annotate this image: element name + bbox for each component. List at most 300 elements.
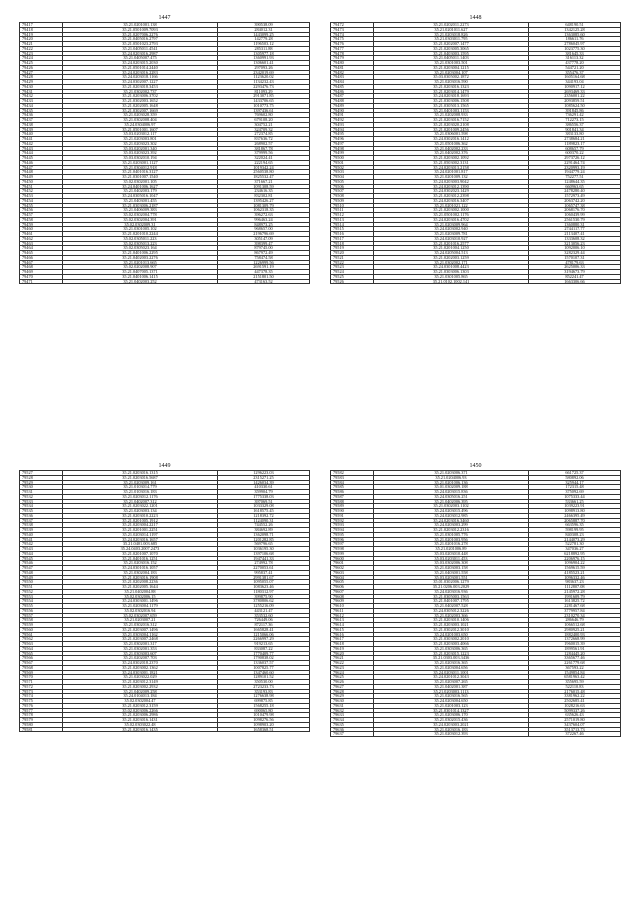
value-cell: 172315.48	[529, 485, 621, 490]
page-1448	[330, 14, 621, 284]
value-cell: 1066512.68	[529, 623, 621, 628]
row-id-cell: 79547	[20, 566, 63, 571]
row-id-cell: 79459	[20, 222, 63, 227]
cadastral-number-cell: 35.21.0203007.265	[374, 680, 529, 685]
row-id-cell: 79575	[20, 699, 63, 704]
value-cell: 437778.20	[529, 61, 621, 66]
value-cell: 2093859.51	[529, 99, 621, 104]
cadastral-number-cell: 35.21.0203002.1000	[374, 208, 529, 213]
row-id-cell: 79541	[20, 537, 63, 542]
value-cell: 1991609.79	[529, 594, 621, 599]
value-cell: 1549854.84	[529, 670, 621, 675]
row-id-cell: 79597	[331, 542, 374, 547]
value-cell: 1196503.12	[218, 42, 310, 47]
value-cell: 690065.80	[218, 708, 310, 713]
value-cell: 833087.22	[218, 646, 310, 651]
value-cell: 1296223.03	[218, 471, 310, 476]
row-id-cell: 79529	[20, 480, 63, 485]
cadastral-number-cell: 35.24.0201012.3043	[374, 675, 529, 680]
row-id-cell: 79500	[331, 156, 374, 161]
row-id-cell: 79478	[331, 51, 374, 56]
value-cell: 478179.63	[529, 260, 621, 265]
value-cell: 447378.35	[218, 270, 310, 275]
row-id-cell: 79602	[331, 566, 374, 571]
cadastral-number-cell: 35.21.0403003.1595	[374, 51, 529, 56]
row-id-cell: 79424	[20, 56, 63, 61]
value-cell: 2723233.73	[218, 684, 310, 689]
cadastral-number-cell: 35.24.0203012.985	[374, 513, 529, 518]
row-id-cell: 79480	[331, 61, 374, 66]
value-cell: 1226999.56	[218, 260, 310, 265]
row-id-cell: 79437	[20, 118, 63, 123]
value-cell: 848973.25	[218, 222, 310, 227]
cadastral-number-cell: 35.21.0402006.395	[374, 499, 529, 504]
value-cell: 1342125.28	[529, 27, 621, 32]
value-cell: 2176015.48	[529, 689, 621, 694]
value-cell: 6581963.42	[529, 675, 621, 680]
cadastral-number-cell: 35.21.0402002.376	[374, 151, 529, 156]
row-id-cell: 79539	[20, 528, 63, 533]
row-id-cell: 79435	[20, 108, 63, 113]
page-1447	[19, 14, 310, 284]
cadastral-number-cell: 35.21.0203016.1323	[374, 84, 529, 89]
cadastral-number-cell: 35.02.0303022.48	[63, 722, 218, 727]
cadastral-number-cell: 35.21.0402003.252	[63, 279, 218, 284]
value-cell: 1572973.49	[529, 194, 621, 199]
cadastral-number-cell: 35.21.0203005.3065	[374, 46, 529, 51]
cadastral-number-cell: 35.21.0203016.1908	[63, 575, 218, 580]
cadastral-number-cell: 35.21.0203004.107	[374, 70, 529, 75]
value-cell: 2063742.20	[529, 198, 621, 203]
value-cell: 1333608.32	[529, 236, 621, 241]
cadastral-number-cell: 35.21.0203009.781	[374, 232, 529, 237]
row-id-cell: 79419	[20, 32, 63, 37]
row-id-cell: 79601	[331, 561, 374, 566]
cadastral-number-cell: 35.21.0402004.88	[63, 589, 218, 594]
cadastral-number-cell: 35.03.0203001.551	[374, 575, 529, 580]
table-row	[331, 279, 621, 284]
row-id-cell: 79535	[20, 509, 63, 514]
cadastral-number-cell: 35.21.0401016.1251	[63, 556, 218, 561]
value-cell: 381645.33	[529, 51, 621, 56]
row-id-cell: 79452	[20, 189, 63, 194]
cadastral-number-cell: 35.21.0303004.1162	[63, 632, 218, 637]
value-cell: 1060439.99	[529, 213, 621, 218]
cadastral-number-cell: 35.21.0401016.3127	[63, 170, 218, 175]
cadastral-number-cell: 35.21.0405011.1403	[374, 56, 529, 61]
table-row	[20, 727, 310, 732]
row-id-cell: 79537	[20, 518, 63, 523]
value-cell: 769602.80	[218, 113, 310, 118]
cadastral-number-cell: 35.21.0203016.7152	[374, 118, 529, 123]
row-id-cell: 79477	[331, 46, 374, 51]
value-cell: 1007825.77	[218, 665, 310, 670]
row-id-cell: 79442	[20, 141, 63, 146]
value-cell: 353193.83	[218, 689, 310, 694]
value-cell: 867972.49	[218, 251, 310, 256]
value-cell: 1395426.27	[218, 198, 310, 203]
value-cell: 608657.79	[529, 146, 621, 151]
value-cell: 353532.60	[218, 613, 310, 618]
cadastral-number-cell: 35.21.0203022.029	[63, 675, 218, 680]
cadastral-number-cell: 35.21.0301005.776	[374, 532, 529, 537]
cadastral-number-cell: 35.21.0203003.1113	[374, 689, 529, 694]
value-cell: 1098276.56	[218, 718, 310, 723]
value-cell: 1083623.46	[218, 585, 310, 590]
row-id-cell: 79631	[331, 703, 374, 708]
row-id-cell: 79453	[20, 194, 63, 199]
value-cell: 1218392.72	[218, 513, 310, 518]
cadastral-number-cell: 35.21.0203012.1176	[63, 494, 218, 499]
row-id-cell: 79570	[20, 675, 63, 680]
value-cell: 1019342.24	[218, 165, 310, 170]
cadastral-number-cell: 35.21.0201006.136	[374, 480, 529, 485]
value-cell: 3779957.84	[529, 608, 621, 613]
cadastral-number-cell: 35.21.0201004.1250	[374, 246, 529, 251]
cadastral-number-cell: 35.21.0302016.312	[63, 623, 218, 628]
cadastral-number-cell: 35.21.0202005.1648	[63, 103, 218, 108]
row-id-cell: 79458	[20, 217, 63, 222]
value-cell: 2991381.67	[218, 575, 310, 580]
row-id-cell: 79551	[20, 585, 63, 590]
value-cell: 297093.26	[218, 65, 310, 70]
cadastral-number-cell: 35.24.0203004.650	[374, 699, 529, 704]
cadastral-number-cell: 35.21.0203009.161	[63, 480, 218, 485]
value-cell: 3381962.22	[529, 694, 621, 699]
cadastral-number-cell: 35.03.0202001.340	[63, 146, 218, 151]
cadastral-number-cell: 35.21.0203004.1179	[63, 604, 218, 609]
row-id-cell: 79462	[20, 236, 63, 241]
cadastral-number-cell: 35.21.0202005.1644	[63, 585, 218, 590]
cadastral-number-cell: 35.03.0302006.308	[374, 561, 529, 566]
value-cell: 1605164.68	[529, 75, 621, 80]
cadastral-number-cell: 35.21.0406009.383	[63, 208, 218, 213]
cadastral-number-cell: 35.21.0102.1002.141	[374, 279, 529, 284]
cadastral-number-cell: 35.24.0203016.2283	[63, 70, 218, 75]
row-id-cell: 79637	[331, 732, 374, 737]
value-cell: 3282329.44	[529, 251, 621, 256]
row-id-cell: 79430	[20, 84, 63, 89]
row-id-cell: 79552	[20, 589, 63, 594]
cadastral-number-cell: 35.03.0203011.453	[374, 556, 529, 561]
value-cell: 473163.52	[218, 279, 310, 284]
value-cell: 2356001.22	[529, 94, 621, 99]
row-id-cell: 79598	[331, 547, 374, 552]
cadastral-number-cell: 35.21.0201013.665	[63, 260, 218, 265]
ledger-table	[330, 470, 621, 737]
value-cell: 398399.47	[218, 241, 310, 246]
cadastral-number-cell: 35.24.0303001.1496	[63, 599, 218, 604]
value-cell: 533661.25	[529, 499, 621, 504]
row-id-cell: 79590	[331, 509, 374, 514]
cadastral-number-cell: 35.24.0302023.1429	[374, 189, 529, 194]
cadastral-number-cell: 35.21.0201006.89	[374, 547, 529, 552]
row-id-cell: 79571	[20, 680, 63, 685]
value-cell: 1362098.71	[218, 532, 310, 537]
cadastral-number-cell: 35.21.0203018.826	[374, 32, 529, 37]
row-id-cell: 79574	[20, 694, 63, 699]
value-cell: 726449.06	[218, 618, 310, 623]
cadastral-number-cell: 35.21.0202003.1259	[374, 255, 529, 260]
value-cell: 383133.80	[529, 132, 621, 137]
value-cell: 1790838.02	[218, 656, 310, 661]
value-cell: 3437604.07	[529, 722, 621, 727]
cadastral-number-cell: 35.21.0203004.656	[374, 665, 529, 670]
row-id-cell: 79563	[20, 642, 63, 647]
cadastral-number-cell: 35.21.0201001.138	[63, 23, 218, 28]
row-id-cell: 79484	[331, 80, 374, 85]
value-cell: 544721.20	[529, 65, 621, 70]
cadastral-number-cell: 35.21.0203016.5687	[63, 475, 218, 480]
row-id-cell: 79476	[331, 42, 374, 47]
row-id-cell: 79564	[20, 646, 63, 651]
value-cell: 901841.34	[529, 127, 621, 132]
value-cell: 2206976.15	[529, 556, 621, 561]
row-id-cell: 79557	[20, 613, 63, 618]
row-id-cell: 79428	[20, 75, 63, 80]
cadastral-number-cell: 35.03.0302010.194	[63, 156, 218, 161]
value-cell: 648190.51	[529, 23, 621, 28]
value-cell: 2293476.73	[218, 84, 310, 89]
cadastral-number-cell: 35.21.0203016.1431	[63, 718, 218, 723]
cadastral-number-cell: 35.02.0302004.778	[63, 213, 218, 218]
value-cell: 2342019.69	[218, 70, 310, 75]
row-id-cell: 79530	[20, 485, 63, 490]
value-cell: 1426034.39	[218, 480, 310, 485]
cadastral-number-cell: 35.21.0302003.1652	[63, 99, 218, 104]
value-cell: 1180312.97	[218, 589, 310, 594]
cadastral-number-cell: 35.21.0206.003.2029	[374, 585, 529, 590]
cadastral-number-cell: 35.21.0203007.1496	[63, 627, 218, 632]
row-id-cell: 79559	[20, 623, 63, 628]
value-cell: 1096904.22	[529, 561, 621, 566]
cadastral-number-cell: 35.21.0302008.404	[63, 118, 218, 123]
row-id-cell: 79512	[331, 213, 374, 218]
row-id-cell: 79507	[331, 189, 374, 194]
cadastral-number-cell: 35.21.0501023.2793	[63, 42, 218, 47]
value-cell: 1081309.79	[218, 203, 310, 208]
cadastral-number-cell: 35.24.0302007.1227	[63, 80, 218, 85]
cadastral-number-cell: 35.21.0201009.2456	[374, 127, 529, 132]
value-cell: 355695.59	[529, 680, 621, 685]
cadastral-number-cell: 35.21.0203016.183	[374, 727, 529, 732]
value-cell: 1882400.93	[529, 632, 621, 637]
row-id-cell: 79627	[331, 684, 374, 689]
value-cell: 522110.83	[529, 684, 621, 689]
row-id-cell: 79470	[20, 274, 63, 279]
value-cell: 1091308.59	[218, 184, 310, 189]
cadastral-number-cell: 35.02.0302006.15	[63, 594, 218, 599]
cadastral-number-cell: 35.24.0301016.1057	[63, 566, 218, 571]
row-id-cell: 79588	[331, 499, 374, 504]
cadastral-number-cell: 35.21.0303011.795	[374, 37, 529, 42]
row-id-cell: 79585	[331, 485, 374, 490]
cadastral-number-cell: 35.21.0203016.565	[374, 694, 529, 699]
value-cell: 2502685.41	[529, 699, 621, 704]
row-id-cell: 79425	[20, 61, 63, 66]
value-cell: 1618575.45	[218, 509, 310, 514]
row-id-cell: 79556	[20, 608, 63, 613]
cadastral-number-cell: 35.21.0201016.278	[374, 542, 529, 547]
row-id-cell: 79473	[331, 27, 374, 32]
ledger-table	[330, 22, 621, 284]
value-cell: 2291464.74	[529, 160, 621, 165]
cadastral-number-cell: 35.01.0302009.188	[374, 485, 529, 490]
value-cell: 1075333.44	[529, 494, 621, 499]
cadastral-number-cell: 35.24.0303001.1821	[63, 670, 218, 675]
value-cell: 2310270.34	[529, 613, 621, 618]
cadastral-number-cell: 35.24.0203015.496	[374, 509, 529, 514]
value-cell: 1123620.02	[218, 75, 310, 80]
value-cell: 1090917.12	[529, 84, 621, 89]
cadastral-number-cell: 35.21.0203002.1362	[63, 665, 218, 670]
cadastral-number-cell: 35.21.0103016.183	[63, 490, 218, 495]
row-id-cell: 79526	[331, 279, 374, 284]
value-cell: 1039223.91	[529, 504, 621, 509]
value-cell: 1960015.39	[529, 642, 621, 647]
cadastral-number-cell: 35.21.0302002.737	[63, 89, 218, 94]
value-cell: 811093.29	[218, 89, 310, 94]
page-1450	[330, 462, 621, 737]
value-cell: 1305977.18	[218, 51, 310, 56]
row-id-cell: 79454	[20, 198, 63, 203]
value-cell: 347036.27	[529, 547, 621, 552]
value-cell: 1372668.99	[529, 637, 621, 642]
row-id-cell: 79491	[331, 113, 374, 118]
cadastral-number-cell: 35.21.0204006.93	[374, 475, 529, 480]
row-id-cell: 79444	[20, 151, 63, 156]
cadastral-number-cell: 35.21.0203004.1215	[374, 65, 529, 70]
value-cell: 142779.28	[218, 37, 310, 42]
cadastral-number-cell: 35.21.0301003.501	[374, 61, 529, 66]
cadastral-number-cell: 35.21.0203012.393	[374, 732, 529, 737]
cadastral-number-cell: 35.21.0201003.123	[374, 703, 529, 708]
cadastral-number-cell: 35.21.0501014.2440	[63, 65, 218, 70]
row-id-cell: 79445	[20, 156, 63, 161]
cadastral-number-cell: 35.02.0302016.94	[63, 608, 218, 613]
cadastral-number-cell: 35.21.0203002.1092	[374, 156, 529, 161]
cadastral-number-cell: 35.21.0303006.2187	[63, 203, 218, 208]
row-id-cell: 79592	[331, 518, 374, 523]
row-id-cell: 79481	[331, 65, 374, 70]
ledger-table	[19, 22, 310, 284]
value-cell: 410330.61	[218, 485, 310, 490]
row-id-cell: 79576	[20, 703, 63, 708]
row-id-cell: 79595	[331, 532, 374, 537]
cadastral-number-cell: 35.21.0201007.1070	[63, 551, 218, 556]
cadastral-number-cell: 35.21.0302004.183	[63, 570, 218, 575]
cadastral-number-cell: 35.21.0203016.1435	[63, 727, 218, 732]
value-cell: 381867.78	[218, 146, 310, 151]
cadastral-number-cell: 35.21.0201021.122	[374, 203, 529, 208]
value-cell: 598199.95	[529, 528, 621, 533]
cadastral-number-cell: 35.24.0305016.251	[374, 494, 529, 499]
cadastral-number-cell: 35.24.0305016.1047	[63, 194, 218, 199]
value-cell: 1570107.31	[529, 255, 621, 260]
cadastral-number-cell: 35.02.0305023.164	[63, 246, 218, 251]
value-cell: 1036195.30	[218, 547, 310, 552]
row-id-cell: 79520	[331, 251, 374, 256]
row-id-cell: 79545	[20, 556, 63, 561]
row-id-cell: 79434	[20, 103, 63, 108]
cadastral-number-cell: 35.21.0402001.387	[374, 684, 529, 689]
cadastral-number-cell: 35.24.0203016.1657	[63, 537, 218, 542]
row-id-cell: 79632	[331, 708, 374, 713]
row-id-cell: 79622	[331, 661, 374, 666]
row-id-cell: 79492	[331, 118, 374, 123]
value-cell: 1033329.08	[218, 504, 310, 509]
cadastral-number-cell: 35.21.0203006.3702	[63, 94, 218, 99]
value-cell: 2571019.80	[529, 718, 621, 723]
row-id-cell: 79515	[331, 227, 374, 232]
value-cell: 1098913.80	[529, 509, 621, 514]
value-cell: 379999.56	[218, 151, 310, 156]
cadastral-number-cell: 35.24.0203010.927	[374, 236, 529, 241]
cadastral-number-cell: 35.21.0202007.1477	[374, 42, 529, 47]
cadastral-number-cell: 35.21.0503002.3131	[374, 160, 529, 165]
row-id-cell: 79534	[20, 504, 63, 509]
value-cell: 1028216.63	[529, 703, 621, 708]
cadastral-number-cell: 35.21.0203016.152	[63, 561, 218, 566]
cadastral-number-cell: 35.21.0201009.132	[374, 175, 529, 180]
value-cell: 2786045.97	[529, 42, 621, 47]
cadastral-number-cell: 35.21.0203003.1021	[374, 623, 529, 628]
value-cell: 983637.23	[529, 580, 621, 585]
row-id-cell: 79554	[20, 599, 63, 604]
value-cell: 371667.21	[218, 179, 310, 184]
row-id-cell: 79472	[331, 23, 374, 28]
row-id-cell: 79468	[20, 265, 63, 270]
row-id-cell: 79594	[331, 528, 374, 533]
row-id-cell: 79603	[331, 570, 374, 575]
cadastral-number-cell: 35.02.0305011.223	[63, 236, 218, 241]
row-id-cell: 79593	[331, 523, 374, 528]
page-number: 1448	[469, 15, 482, 21]
row-id-cell: 79578	[20, 713, 63, 718]
row-id-cell: 79577	[20, 708, 63, 713]
row-id-cell: 79568	[20, 665, 63, 670]
cadastral-number-cell: 35.21.0203006.2986	[63, 713, 218, 718]
value-cell: 995837.41	[218, 570, 310, 575]
value-cell: 344193.04	[529, 80, 621, 85]
cadastral-number-cell: 35.21.0303.003.3436	[374, 656, 529, 661]
row-id-cell: 79449	[20, 175, 63, 180]
value-cell: 355476.37	[529, 70, 621, 75]
cadastral-number-cell: 35.24.0203018.1166	[63, 75, 218, 80]
row-id-cell: 79630	[331, 699, 374, 704]
value-cell: 1347460.60	[218, 670, 310, 675]
row-id-cell: 79613	[331, 618, 374, 623]
cadastral-number-cell: 35.24.0201003.650	[374, 632, 529, 637]
value-cell: 2478280.40	[529, 189, 621, 194]
cadastral-number-cell: 35.21.0203007.2468	[63, 637, 218, 642]
row-id-cell: 79466	[20, 255, 63, 260]
cadastral-number-cell: 35.24.0203011.1001	[374, 670, 529, 675]
cadastral-number-cell: 35.21.0202007.703	[63, 656, 218, 661]
cadastral-number-cell: 35.21.0302001.353	[63, 646, 218, 651]
cadastral-number-cell: 35.21.0203020.2108	[374, 122, 529, 127]
value-cell: 3194673.79	[529, 270, 621, 275]
value-cell: 2065887.70	[529, 518, 621, 523]
cadastral-number-cell: 35.21.0202003.366	[374, 613, 529, 618]
cadastral-number-cell: 35.02.0305013.223	[63, 241, 218, 246]
cadastral-number-cell: 35.21.0202008.933	[374, 113, 529, 118]
value-cell: 1336037.57	[218, 661, 310, 666]
value-cell: 699875.85	[218, 699, 310, 704]
value-cell: 234616.35	[218, 189, 310, 194]
cadastral-number-cell: 35.02.0302004.391	[63, 217, 218, 222]
value-cell: 1397106.68	[218, 551, 310, 556]
